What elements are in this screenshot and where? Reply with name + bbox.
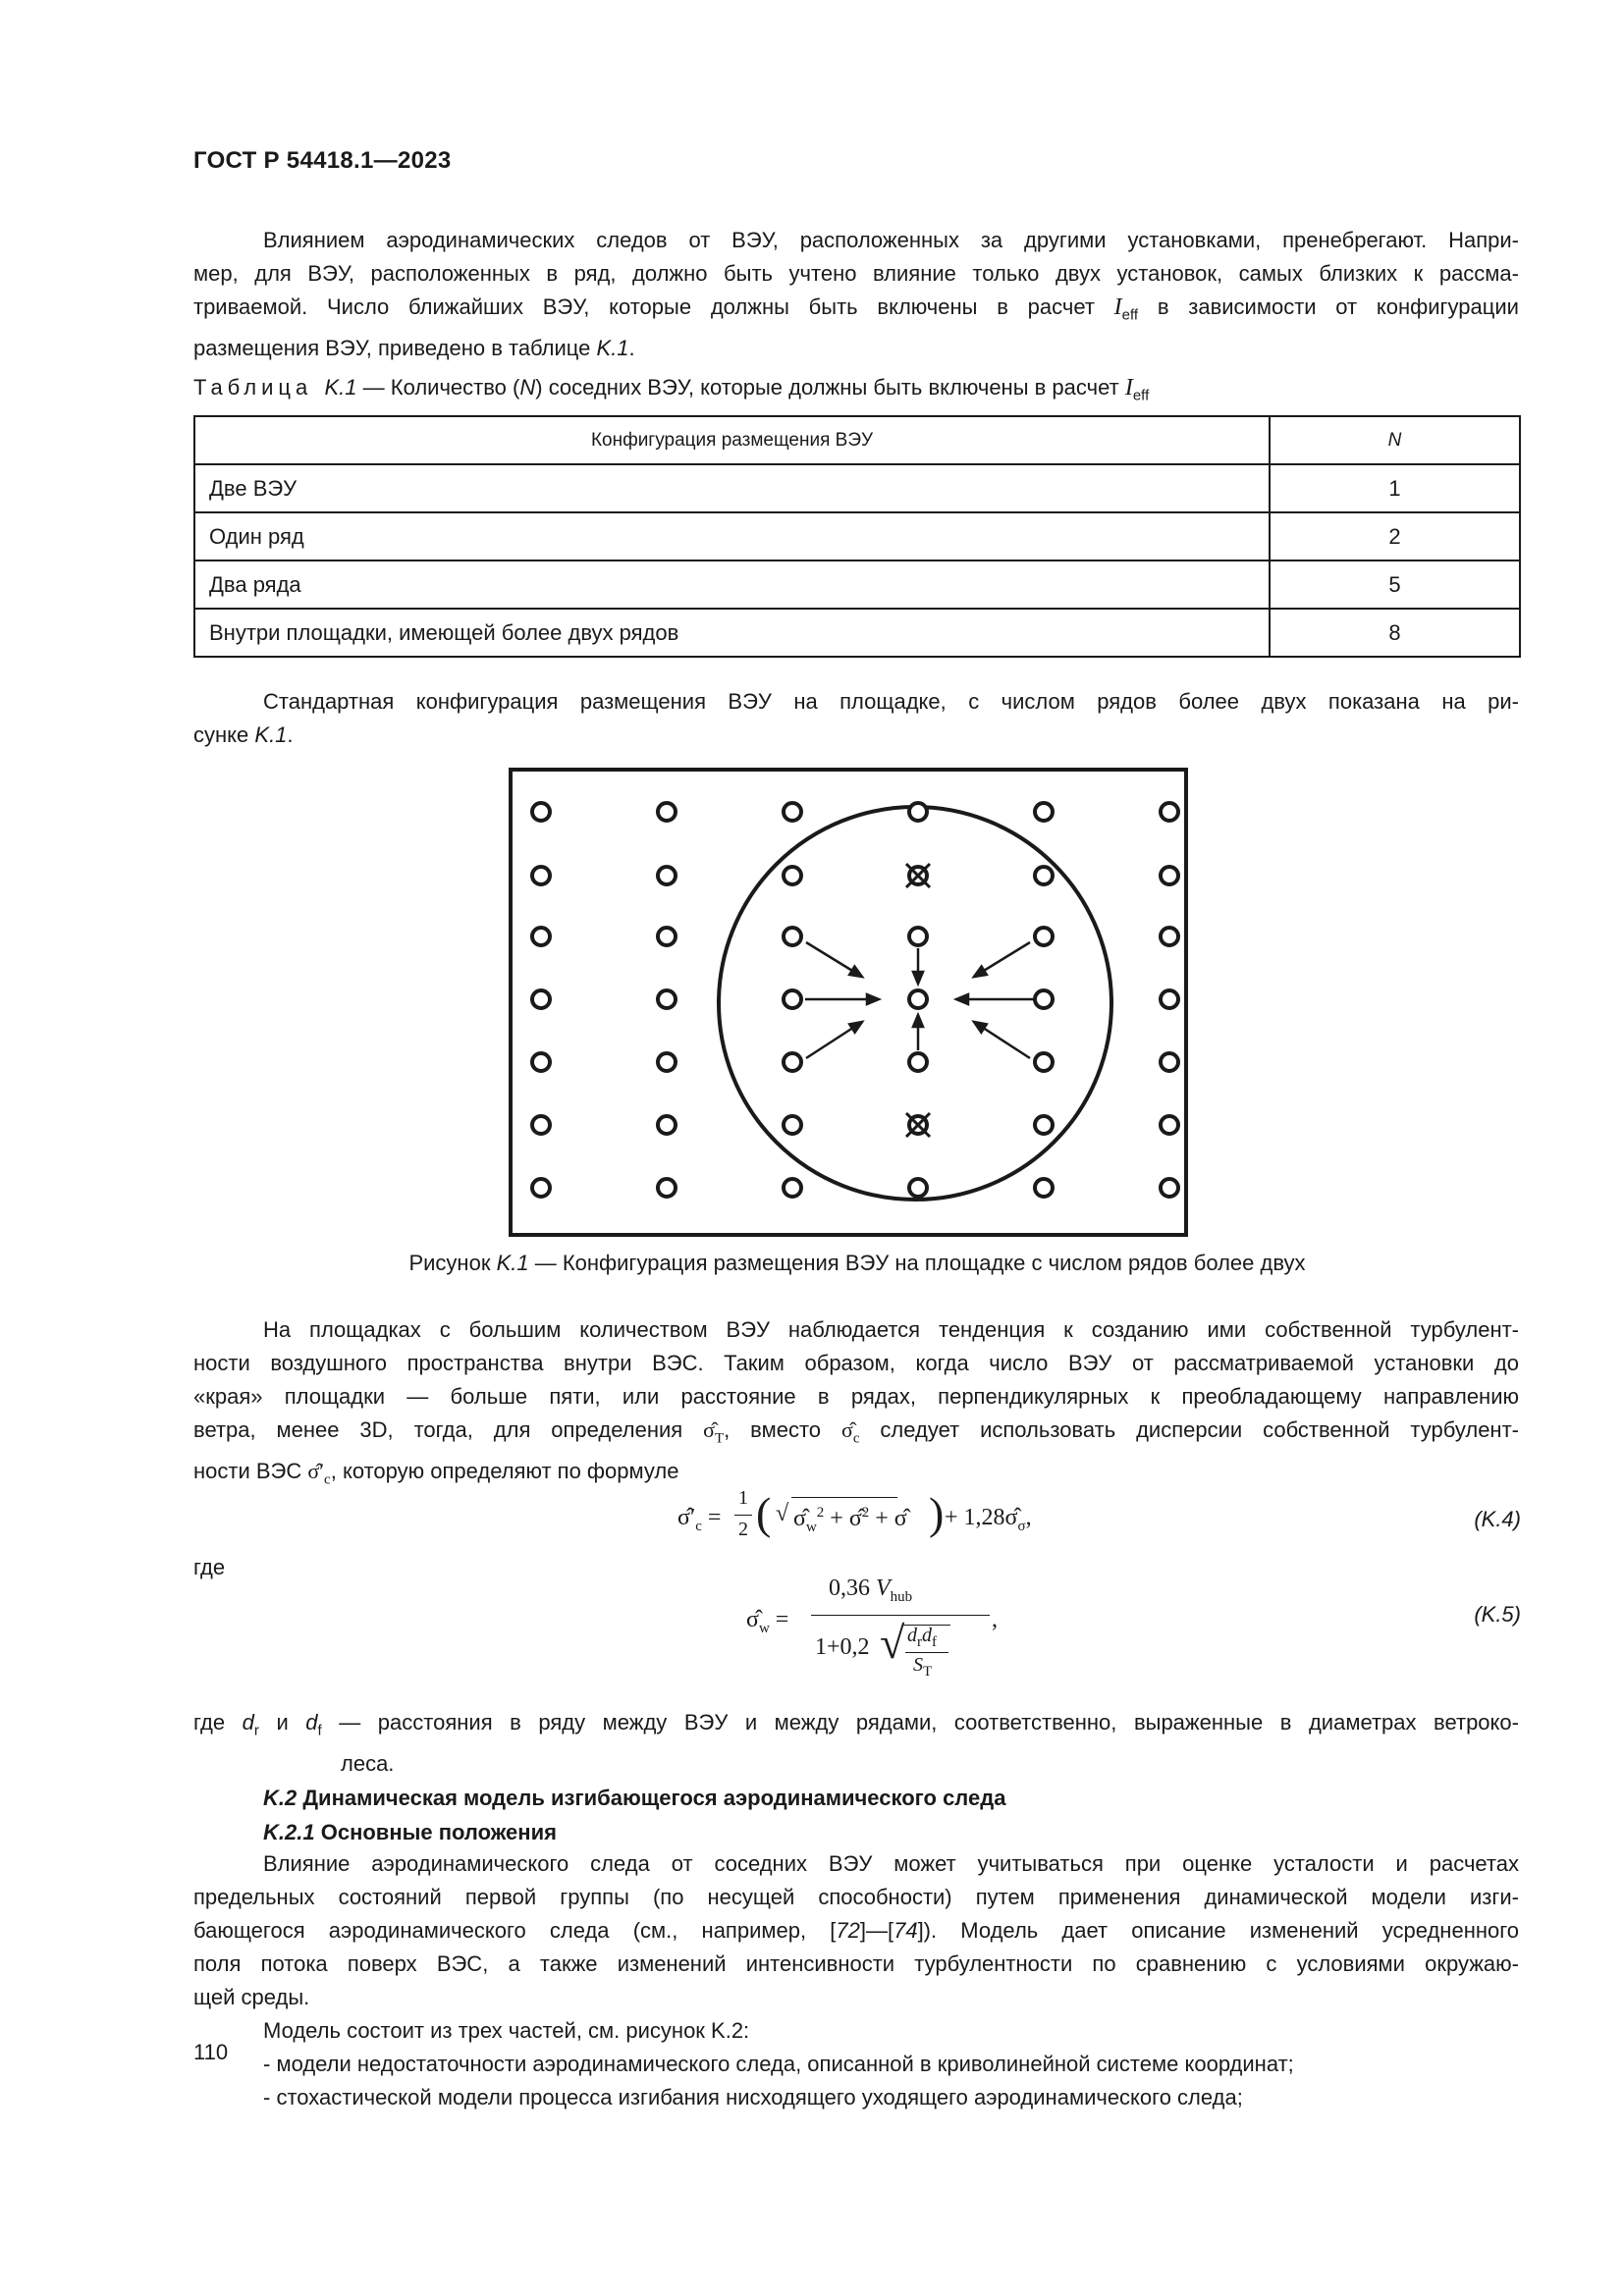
cell-n: 1 bbox=[1270, 464, 1520, 512]
turbine-marker bbox=[1035, 1116, 1053, 1134]
turbine-marker bbox=[1161, 1179, 1178, 1197]
where-label: где bbox=[193, 1555, 226, 1579]
turbine-marker bbox=[658, 990, 676, 1008]
turbine-marker bbox=[1035, 1179, 1053, 1197]
turbine-marker bbox=[1161, 990, 1178, 1008]
table-row bbox=[194, 464, 1520, 512]
wake-arrow-head bbox=[974, 1022, 987, 1033]
turbine-marker bbox=[658, 928, 676, 945]
turbine-marker bbox=[1035, 867, 1053, 884]
wake-arrow-head bbox=[849, 1022, 862, 1033]
turbine-marker bbox=[532, 1179, 550, 1197]
column-header-n: N bbox=[1270, 416, 1520, 464]
section-k2-heading: K.2 Динамическая модель изгибающегося аэродинамического следа bbox=[263, 1786, 1006, 1810]
turbine-marker bbox=[909, 1179, 927, 1197]
cell-n: 5 bbox=[1270, 561, 1520, 609]
turbine-marker bbox=[909, 928, 927, 945]
table-row bbox=[194, 561, 1520, 609]
turbine-marker bbox=[532, 867, 550, 884]
turbine-marker bbox=[1161, 1053, 1178, 1071]
document-header: ГОСТ Р 54418.1—2023 bbox=[193, 147, 452, 174]
cell-n: 8 bbox=[1270, 609, 1520, 657]
text-line: Влиянием аэродинамических следов от ВЭУ, расположенных за другими установками, пренебрегают. Напри- bbox=[263, 228, 1519, 252]
formula-k4: $\sigmâ'_c$ = 1 2 ( √ $\sigmâ_w^2$ + σ̂$^2$ + σ̂ ) + $1,28\sigmâ_\sigma$, bbox=[677, 1487, 1032, 1540]
page-number: 110 bbox=[193, 2040, 229, 2064]
equation-number-k5: (K.5) bbox=[1474, 1602, 1521, 1627]
turbine-marker bbox=[658, 1179, 676, 1197]
turbine-marker bbox=[784, 803, 801, 821]
turbine-marker bbox=[784, 1053, 801, 1071]
wake-arrow-head bbox=[913, 972, 923, 984]
turbine-marker bbox=[909, 803, 927, 821]
turbine-marker bbox=[532, 990, 550, 1008]
turbulence-paragraph: На площадках с большим количеством ВЭУ наблюдается тенденция к созданию ими собственной турбулент- ности воздушного пространства внутри ВЭС. Таким образом, когда число ВЭУ от рассматриваемой установки до «края» площадки — больше пяти, или расстояние в рядах, перпендикулярных к преобладающему направлению ветра, менее 3D, тогда, для определения $\sigmâ_T$, вместо $\sigmâ_c$ следует использовать дисперсии собственной турбулент- ности ВЭС $\sigmâ'_c$, которую определяют по формуле bbox=[193, 1317, 1519, 1488]
turbine-marker bbox=[1035, 1053, 1053, 1071]
text-line: размещения ВЭУ, приведено в таблице K.1. bbox=[193, 336, 635, 361]
turbine-marker bbox=[1161, 1116, 1178, 1134]
table-caption: Таблица K.1 — Количество (N) соседних ВЭУ, которые должны быть включены в расчет $I_{eff}$ bbox=[193, 375, 1150, 404]
neighbors-table bbox=[193, 415, 1521, 658]
turbine-marker bbox=[1035, 928, 1053, 945]
wake-arrow-head bbox=[867, 994, 879, 1004]
text-line: триваемой. Число ближайших ВЭУ, которые должны быть включены в расчет $I_{eff}$ в зависимости от конфигурации bbox=[193, 294, 1519, 324]
turbine-marker bbox=[1035, 803, 1053, 821]
turbine-marker bbox=[784, 1116, 801, 1134]
cell-config: Один ряд bbox=[194, 512, 1270, 561]
turbine-marker bbox=[909, 990, 927, 1008]
text-line: мер, для ВЭУ, расположенных в ряд, должно быть учтено влияние только двух установок, самых близких к рассма- bbox=[193, 261, 1519, 286]
wake-model-paragraph: Влияние аэродинамического следа от соседних ВЭУ может учитываться при оценке усталости и расчетах предельных состояний первой группы (по несущей способности) путем применения динамической модели изги- бающегося аэродинамического следа (см., например, [72]—[74]). Модель дает описание изменений усредненного поля потока поверх ВЭС, а также изменений интенсивности турбулентности по сравнению с условиями окружаю- щей среды. Модель состоит из трех частей, см. рисунок K.2: - модели недостаточности аэродинамического следа, описанной в криволинейной системе координат; - стохастической модели процесса изгибания нисходящего уходящего аэродинамического следа; bbox=[193, 1851, 1520, 2109]
layout-figure bbox=[509, 768, 1188, 1237]
turbine-marker bbox=[784, 928, 801, 945]
wake-arrow-head bbox=[849, 966, 862, 977]
cell-n: 2 bbox=[1270, 512, 1520, 561]
turbine-marker bbox=[1161, 928, 1178, 945]
turbine-marker bbox=[532, 1053, 550, 1071]
figure-caption: Рисунок K.1 — Конфигурация размещения ВЭУ на площадке с числом рядов более двух bbox=[408, 1251, 1306, 1275]
table-row bbox=[194, 609, 1520, 657]
turbine-marker bbox=[784, 990, 801, 1008]
formula-k5: $\sigmâ_w$ = 0,36 $V_{hub}$ 1+0,2 √ $d_rd_f$ $S_T$ , bbox=[746, 1575, 998, 1680]
turbine-marker bbox=[658, 1116, 676, 1134]
turbine-marker bbox=[658, 1053, 676, 1071]
turbine-marker bbox=[532, 1116, 550, 1134]
turbine-marker bbox=[909, 1053, 927, 1071]
intro-paragraph bbox=[193, 224, 1519, 365]
turbine-marker bbox=[784, 867, 801, 884]
turbine-marker bbox=[784, 1179, 801, 1197]
cell-config: Два ряда bbox=[194, 561, 1270, 609]
where-distances: где $d_r$ и $d_f$ — расстояния в ряду между ВЭУ и между рядами, соответственно, выраженные в диаметрах ветроко- леса. bbox=[193, 1710, 1519, 1777]
column-header-config: Конфигурация размещения ВЭУ bbox=[194, 416, 1270, 464]
wake-arrow-head bbox=[913, 1015, 923, 1027]
turbine-marker bbox=[658, 803, 676, 821]
equation-number-k4: (K.4) bbox=[1474, 1507, 1521, 1531]
turbine-marker bbox=[1161, 803, 1178, 821]
turbine-marker bbox=[658, 867, 676, 884]
standard-paragraph: Стандартная конфигурация размещения ВЭУ на площадке, с числом рядов более двух показана на ри- сунке K.1. bbox=[193, 689, 1519, 747]
cell-config: Внутри площадки, имеющей более двух рядов bbox=[194, 609, 1270, 657]
turbine-marker bbox=[1035, 990, 1053, 1008]
table-row bbox=[194, 512, 1520, 561]
section-k21-heading: K.2.1 Основные положения bbox=[263, 1820, 557, 1844]
turbine-marker bbox=[532, 803, 550, 821]
turbine-marker bbox=[1161, 867, 1178, 884]
wake-arrow-head bbox=[956, 994, 968, 1004]
table-header-row bbox=[194, 416, 1520, 464]
turbine-marker bbox=[532, 928, 550, 945]
wake-arrow-head bbox=[974, 966, 987, 977]
figure-frame bbox=[511, 770, 1186, 1235]
cell-config: Две ВЭУ bbox=[194, 464, 1270, 512]
